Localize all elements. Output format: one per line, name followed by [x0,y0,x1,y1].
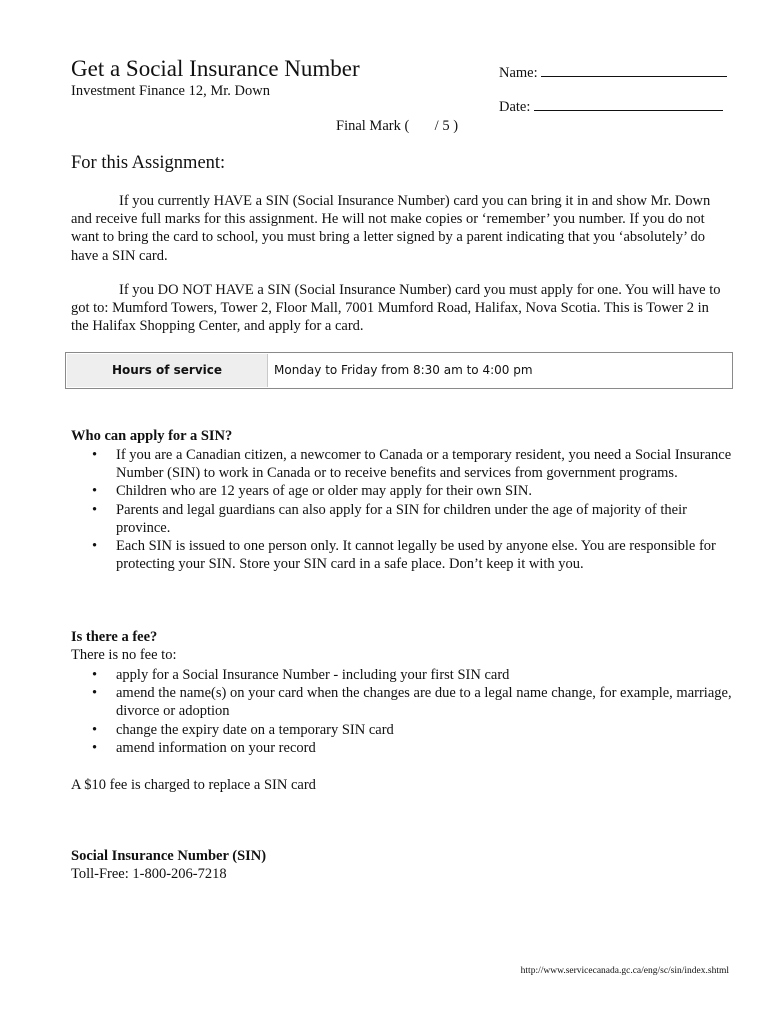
assignment-paragraph-have-sin: If you currently HAVE a SIN (Social Insurance Number) card you can bring it in and show Mr. Down and receive full marks for this assignment. He will not make copies or ‘remember’ you number. If you do not want to bring the card to school, you must bring a letter signed by a parent indicating that you ‘absolutely’ do have a SIN card. [71,193,711,264]
fee-intro: There is no fee to: [71,647,177,663]
final-mark: Final Mark ( / 5 ) [336,118,459,134]
source-url: http://www.servicecanada.gc.ca/eng/sc/sin/index.shtml [520,966,729,976]
assignment-paragraph-no-sin: If you DO NOT HAVE a SIN (Social Insurance Number) card you must apply for one. You will have to got to: Mumford Towers, Tower 2, Floor Mall, 7001 Mumford Road, Halifax, Nova Scotia. This is Tower 2 in the Halifax Shopping Center, and apply for a card. [71,282,721,335]
hours-value: Monday to Friday from 8:30 am to 4:00 pm [274,363,533,377]
bullet-icon: • [92,667,98,683]
list-item: • Children who are 12 years of age or older may apply for their own SIN. [92,483,532,500]
bullet-icon: • [92,483,98,500]
date-label: Date: [499,99,531,115]
list-item: • apply for a Social Insurance Number - including your first SIN card [92,667,510,683]
name-blank-line [541,62,727,77]
toll-free-number: Toll-Free: 1-800-206-7218 [71,866,227,882]
bullet-icon: • [92,538,98,555]
list-item: • Each SIN is issued to one person only. It cannot legally be used by anyone else. You are responsible for protecting your SIN. Store your SIN card in a safe place. Don’t keep it with you. [92,538,716,573]
date-blank-line [534,96,723,111]
replacement-fee-note: A $10 fee is charged to replace a SIN card [71,777,316,793]
page-title: Get a Social Insurance Number [71,56,360,81]
bullet-icon: • [92,685,98,702]
contact-heading: Social Insurance Number (SIN) [71,848,267,864]
date-field [499,96,723,116]
assignment-heading: For this Assignment: [71,153,226,173]
name-field [499,62,727,82]
list-item: • amend information on your record [92,739,316,756]
list-item: • Parents and legal guardians can also apply for a SIN for children under the age of majority of their province. [92,501,687,536]
who-can-apply-list [71,446,736,573]
list-item: • amend the name(s) on your card when the changes are due to a legal name change, for example, marriage, divorce or adoption [92,685,732,720]
bullet-icon: • [92,739,98,756]
hours-of-service-table [65,352,733,389]
who-can-apply-heading: Who can apply for a SIN? [71,428,233,444]
fee-list [71,666,736,757]
course-subtitle: Investment Finance 12, Mr. Down [71,83,270,99]
bullet-icon: • [92,721,98,738]
name-label: Name: [499,65,538,81]
hours-label: Hours of service [67,354,268,387]
bullet-icon: • [92,501,98,518]
list-item: • change the expiry date on a temporary SIN card [92,721,394,738]
bullet-icon: • [92,447,98,463]
fee-heading: Is there a fee? [71,629,158,645]
list-item: • If you are a Canadian citizen, a newcomer to Canada or a temporary resident, you need a Social Insurance Number (SIN) to work in Canada or to receive benefits and services from government programs. [92,447,732,482]
